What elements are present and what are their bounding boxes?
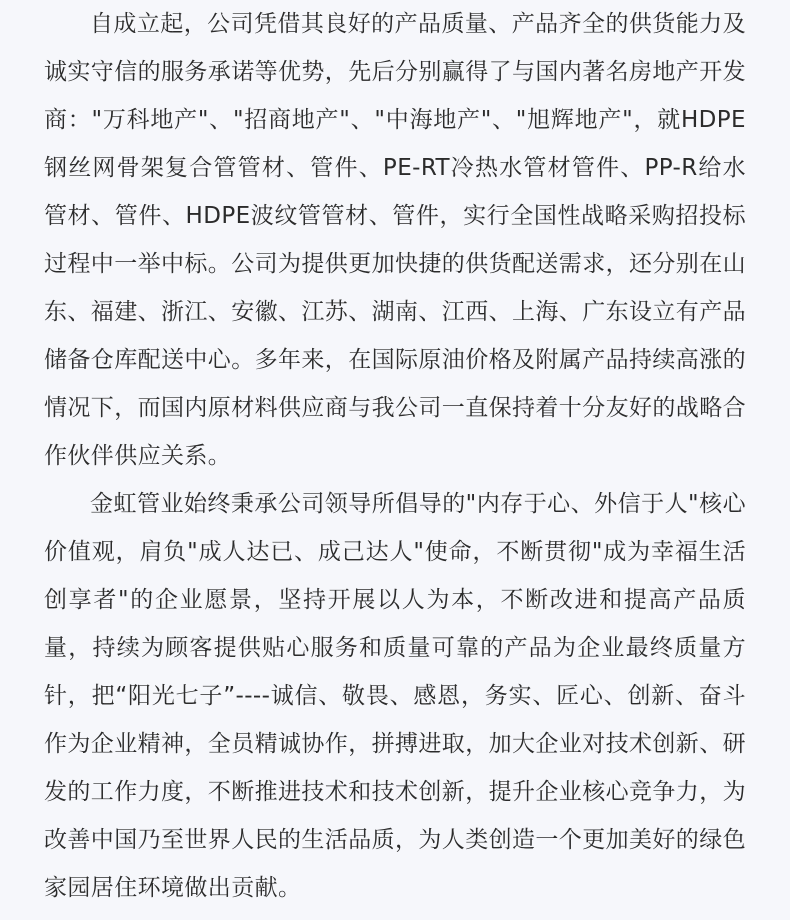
paragraph-company-values: 金虹管业始终秉承公司领导所倡导的"内存于心、外信于人"核心价值观，肩负"成人达已、成己达人"使命，不断贯彻"成为幸福生活创享者"的企业愿景，坚持开展以人为本，不断改进和提高产品质量，持续为顾客提供贴心服务和质量可靠的产品为企业最终质量方针，把“阳光七子”----诚信、敬畏、感恩，务实、匠心、创新、奋斗作为企业精神，全员精诚协作，拼搏进取，加大企业对技术创新、研发的工作力度，不断推进技术和技术创新，提升企业核心竞争力，为改善中国乃至世界人民的生活品质，为人类创造一个更加美好的绿色家园居住环境做出贡献。 xyxy=(44,491,746,901)
paragraph-company-history: 自成立起，公司凭借其良好的产品质量、产品齐全的供货能力及诚实守信的服务承诺等优势，先后分别赢得了与国内著名房地产开发商："万科地产"、"招商地产"、"中海地产"、"旭辉地产"，就HDPE钢丝网骨架复合管管材、管件、PE-RT冷热水管材管件、PP-R给水管材、管件、HDPE波纹管管材、管件，实行全国性战略采购招投标过程中一举中标。公司为提供更加快捷的供货配送需求，还分别在山东、福建、浙江、安徽、江苏、湖南、江西、上海、广东设立有产品储备仓库配送中心。多年来，在国际原油价格及附属产品持续高涨的情况下，而国内原材料供应商与我公司一直保持着十分友好的战略合作伙伴供应关系。 xyxy=(44,11,746,469)
